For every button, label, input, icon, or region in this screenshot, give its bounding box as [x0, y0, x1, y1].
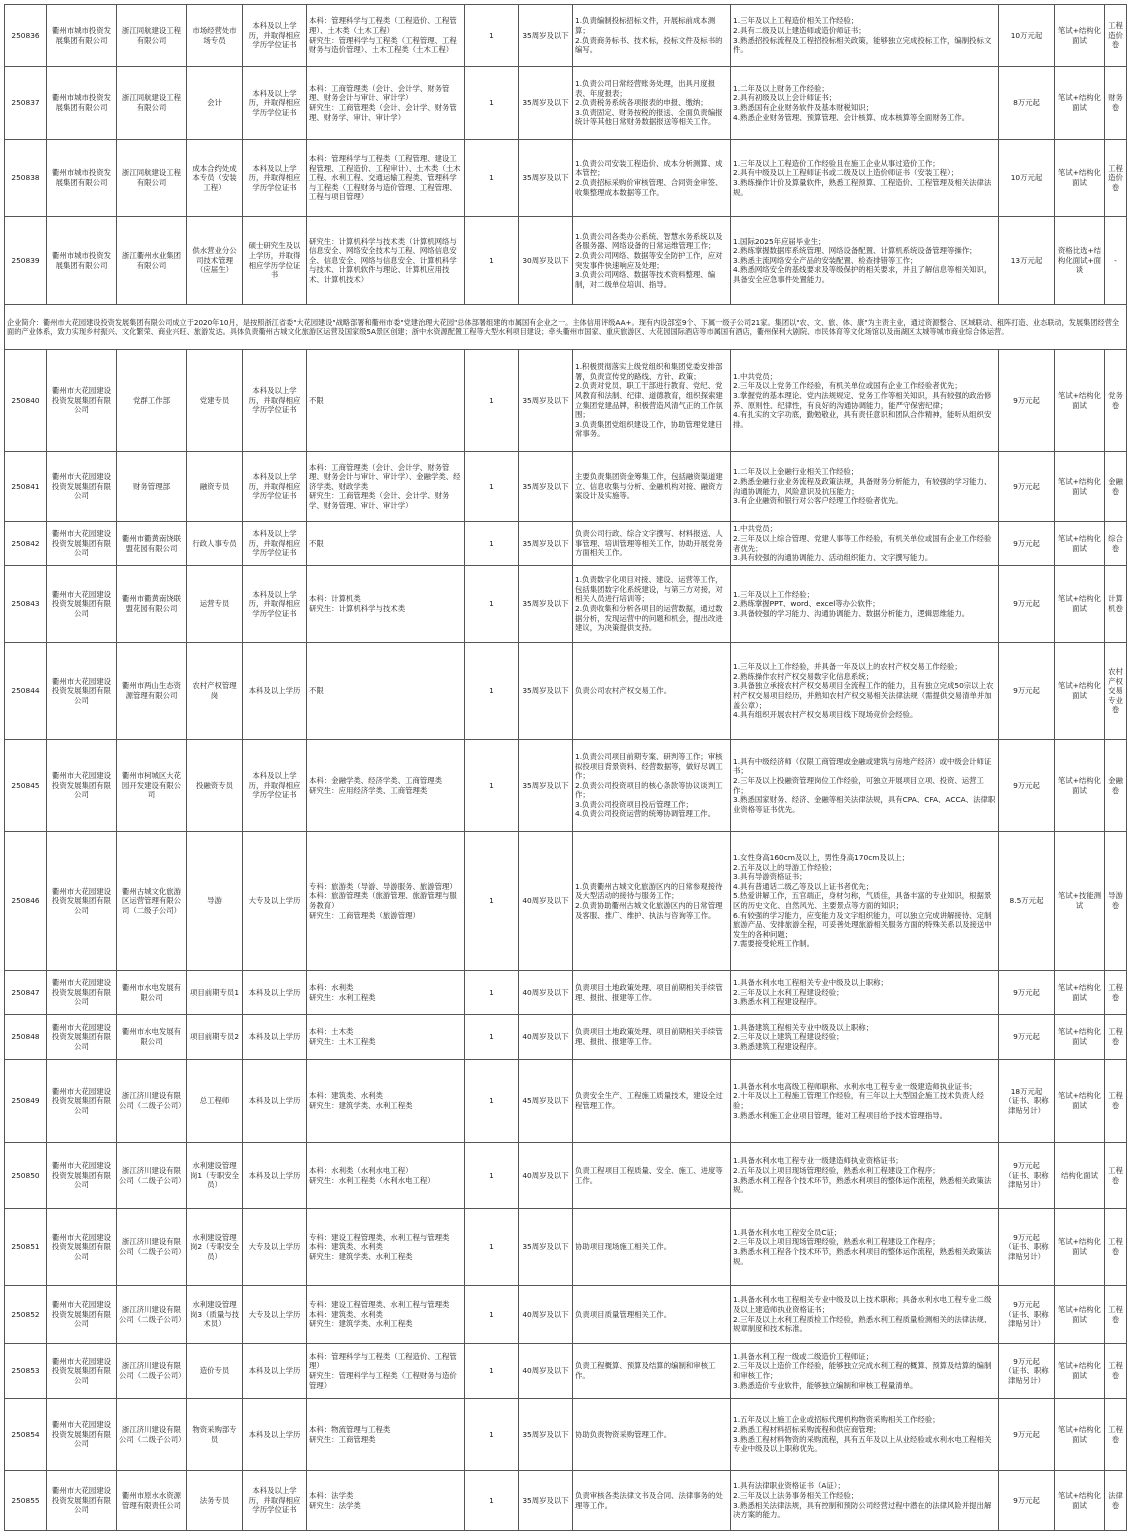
table-row	[5, 67, 1127, 140]
salary: 9万元起	[999, 566, 1055, 643]
exam-paper: 工程卷	[1105, 1344, 1127, 1399]
age-requirement: 35周岁及以下	[519, 140, 573, 217]
job-duty: 负责公司农村产权交易工作。	[573, 643, 731, 740]
job-duty: 负责工程项目工程质量、安全、施工、进度等工作。	[573, 1143, 731, 1209]
company-intro-text: 企业简介：衢州市大花园建设投资发展集团有限公司成立于2020年10月，是按照浙江省委"大花园建设"战略部署和衢州市委"党建治理大花园"总体部署组建的市属国有企业之一。主体信用评级AA+。现有内设部室9个、下属一级子公司21家。集团以"农、文、旅、体、康"为主责主业，通过资源整合、区域联动、租阵打造、业态联动，发展集团经营全面的产业体系，致力实现乡村振兴、文化繁荣、商业兴旺、旅游发达。具体负责衢州古城文化旅游区运营及国家级5A景区创建；浙中水资源配置工程等大型水利项目建设；牵头衢州市国家、重庆旅游区、大花园国际酒店等市属国有酒店，衢州保利大剧院、市民体育等文化场馆以及南湖区太城等城市商业综合体运营。	[5, 305, 1127, 350]
exam-paper: 工程造价卷	[1105, 140, 1127, 217]
other-requirement: 1.具有法律职业资格证书（A证）； 2.三年及以上法务事务相关工作经验； 3.熟悉相关法律法规，具有控制和预防公司经营过程中潜在的法律风险并提出解决方案的能力。	[731, 1471, 999, 1531]
other-requirement: 1.具备水利水电工程专业一级建造师执业资格证书； 2.五年及以上项目现场管理经验，熟悉水利工程建设工作程序； 3.熟悉水利工程各个技术环节，熟悉水利项目的整体运作流程，熟悉相关政策法规。	[731, 1143, 999, 1209]
table-row	[5, 1286, 1127, 1344]
job-duty: 负责项目质量管理相关工作。	[573, 1286, 731, 1344]
hiring-unit: 衢州市两山生态资源管理有限公司	[117, 643, 187, 740]
hiring-unit: 衢州古城文化旅游区运营管理有限公司（二级子公司）	[117, 832, 187, 971]
company-name: 衢州市大花园建设投资发展集团有限公司	[47, 1060, 117, 1143]
table-row	[5, 1344, 1127, 1399]
company-name: 衢州市大花园建设投资发展集团有限公司	[47, 1286, 117, 1344]
other-requirement: 1.三年及以上工程造价相关工作经验； 2.具有二级及以上建造师或造价师证书； 3.熟悉招投标流程及工程招投标相关政策，能够独立完成投标工作，编制投标文件。	[731, 5, 999, 67]
recruit-count: 1	[465, 140, 519, 217]
exam-paper: 工程卷	[1105, 1060, 1127, 1143]
salary: 9万元起 （证书、职称津贴另计）	[999, 1344, 1055, 1399]
salary: 9万元起 （证书、职称津贴另计）	[999, 1209, 1055, 1286]
company-name: 衢州市大花园建设投资发展集团有限公司	[47, 452, 117, 522]
position-name: 造价专员	[187, 1344, 243, 1399]
job-code: 250843	[5, 566, 47, 643]
salary: 9万元起	[999, 740, 1055, 832]
exam-method: 笔试+结构化面试	[1055, 350, 1105, 452]
hiring-unit: 衢州市原水水资源管理有限责任公司	[117, 1471, 187, 1531]
exam-paper: 财务卷	[1105, 67, 1127, 140]
education-requirement: 本科及以上学历，并取得相应学历学位证书	[243, 140, 307, 217]
salary: 9万元起	[999, 452, 1055, 522]
exam-paper: 农村产权交易专业卷	[1105, 643, 1127, 740]
job-duty: 1.负责公司日常经营账务处理，出具月度报表、年度报表； 2.负责税务系统各项报表的申报、缴纳； 3.负责固定、财务按税的报送、全面负责编报统计等其他日常财务数据报送等相关工作。	[573, 67, 731, 140]
department-name: 财务管理部	[117, 452, 187, 522]
other-requirement: 1.具有中级经济师（仅限工商管理或金融或建筑与房地产经济）或中级会计师证书； 2.三年及以上投融资管理岗位工作经验，可独立开展项目立项、投资、运营工作； 3.熟悉国家财务、经济、金融等相关法律法规，具有CPA、CFA、ACCA、法律职业资格等证书优先。	[731, 740, 999, 832]
major-requirement: 本科：物流管理与工程类 研究生：工商管理类	[307, 1399, 465, 1471]
position-name: 会计	[187, 67, 243, 140]
major-requirement: 不限	[307, 643, 465, 740]
age-requirement: 35周岁及以下	[519, 1399, 573, 1471]
age-requirement: 40周岁及以下	[519, 832, 573, 971]
position-name: 行政人事专员	[187, 522, 243, 566]
salary: 9万元起	[999, 1399, 1055, 1471]
other-requirement: 1.中共党员； 2.三年及以上党务工作经验，有机关单位或国有企业工作经验者优先； 3.掌握党的基本理论、党内法规规定、党务工作等相关知识，具有较强的政治修养、原则性、纪律性，有良好的沟通协调能力，能严守保密纪律； 4.有扎实的文字功底，勤勉敬业，具有责任意识和团队合作精神，能听从组织安排。	[731, 350, 999, 452]
recruit-count: 1	[465, 67, 519, 140]
major-requirement: 本科：管理科学与工程类（工程管理、建设工程管理、工程造价、工程审计）、土木类（土木工程、水利工程、交通运输工程类、管理科学与工程类（工程财务与造价管理、工程管理、工程与项目管理）	[307, 140, 465, 217]
recruit-count: 1	[465, 740, 519, 832]
company-name: 衢州市大花园建设投资发展集团有限公司	[47, 350, 117, 452]
education-requirement: 本科及以上学历	[243, 1344, 307, 1399]
position-name: 项目前期专员1	[187, 971, 243, 1015]
recruit-count: 1	[465, 832, 519, 971]
table-row	[5, 1060, 1127, 1143]
other-requirement: 1.三年及以上工程造价工作经验且在施工企业从事过造价工作； 2.具有中级及以上工程师证书或二级及以上造价师证书（安装工程）； 3.熟练操作计价及算量软件，熟悉工程预算、工程造价、工程管理及相关法律法规。	[731, 140, 999, 217]
company-name: 衢州市大花园建设投资发展集团有限公司	[47, 1471, 117, 1531]
table-row	[5, 5, 1127, 67]
major-requirement: 本科：金融学类、经济学类、工商管理类 研究生：应用经济学类、工商管理类	[307, 740, 465, 832]
company-intro-row	[5, 305, 1127, 350]
position-name: 成本合约处成本专员（安装工程）	[187, 140, 243, 217]
table-row	[5, 1399, 1127, 1471]
education-requirement: 本科及以上学历	[243, 1060, 307, 1143]
exam-paper: 导游卷	[1105, 832, 1127, 971]
recruit-count: 1	[465, 971, 519, 1015]
other-requirement: 1.二年及以上金融行业相关工作经验； 2.熟悉金融行业业务流程及政策法规，具备财务分析能力，有较强的学习能力、沟通协调能力，风险意识及抗压能力； 3.有企业融资和银行对公客户经理工作经验者优先。	[731, 452, 999, 522]
salary: 9万元起 （证书、职称津贴另计）	[999, 1143, 1055, 1209]
exam-method: 笔试+结构化面试	[1055, 740, 1105, 832]
other-requirement: 1.中共党员； 2.三年及以上综合管理、党建人事等工作经验，有机关单位或国有企业工作经验者优先； 3.具有较强的沟通协调能力、活动组织能力、文字撰写能力。	[731, 522, 999, 566]
recruit-count: 1	[465, 452, 519, 522]
other-requirement: 1.二年及以上财务工作经验； 2.具有初级及以上会计师证书； 3.熟悉国有企业财务软件及基本财税知识； 4.熟悉企业财务管理、预算管理、会计核算、成本核算等全面财务工作。	[731, 67, 999, 140]
other-requirement: 1.具备水利水电工程相关专业中级及以上职称； 2.三年及以上水利工程建设经验； 3.熟悉水利工程建设程序。	[731, 971, 999, 1015]
job-code: 250840	[5, 350, 47, 452]
major-requirement: 本科：建筑类、水利类 研究生：建筑学类、水利工程类	[307, 1060, 465, 1143]
hiring-unit: 衢州市水电发展有限公司	[117, 1015, 187, 1060]
age-requirement: 40周岁及以下	[519, 1286, 573, 1344]
company-name: 衢州市大花园建设投资发展集团有限公司	[47, 643, 117, 740]
age-requirement: 45周岁及以下	[519, 1060, 573, 1143]
position-name: 总工程师	[187, 1060, 243, 1143]
table-body	[5, 5, 1127, 1531]
recruit-count: 1	[465, 1015, 519, 1060]
education-requirement: 本科及以上学历	[243, 1399, 307, 1471]
company-name: 衢州市大花园建设投资发展集团有限公司	[47, 1143, 117, 1209]
exam-paper: 工程卷	[1105, 1286, 1127, 1344]
major-requirement: 本科：工商管理类（会计、会计学、财务管理、财务会计与审计、审计学）、金融学类、经济学类、财政学类 研究生：工商管理类（会计、会计学、财务学、财务管理、审计、审计学）	[307, 452, 465, 522]
hiring-unit: 浙江济川建设有限公司（二级子公司）	[117, 1399, 187, 1471]
major-requirement: 本科：水利类 研究生：水利工程类	[307, 971, 465, 1015]
education-requirement: 本科及以上学历	[243, 1143, 307, 1209]
job-code: 250839	[5, 217, 47, 305]
exam-method: 笔试+结构化面试	[1055, 522, 1105, 566]
recruit-count: 1	[465, 1060, 519, 1143]
exam-method: 笔试+结构化面试	[1055, 643, 1105, 740]
company-name: 衢州市城市投资发展集团有限公司	[47, 67, 117, 140]
exam-method: 笔试+结构化面试	[1055, 452, 1105, 522]
exam-method: 资格比选+结构化面试+面谈	[1055, 217, 1105, 305]
major-requirement: 专科：旅游类（导游、导游服务、旅游管理） 本科：旅游管理类（旅游管理、旅游管理与服务教育） 研究生：工商管理类（旅游管理）	[307, 832, 465, 971]
exam-method: 笔试+技能测试	[1055, 832, 1105, 971]
exam-method: 笔试+结构化面试	[1055, 1471, 1105, 1531]
job-code: 250836	[5, 5, 47, 67]
age-requirement: 35周岁及以下	[519, 643, 573, 740]
job-code: 250849	[5, 1060, 47, 1143]
age-requirement: 35周岁及以下	[519, 522, 573, 566]
hiring-unit: 浙江同航建设工程有限公司	[117, 140, 187, 217]
position-name: 投融资专员	[187, 740, 243, 832]
hiring-unit: 浙江济川建设有限公司（二级子公司）	[117, 1209, 187, 1286]
education-requirement: 硕士研究生及以上学历，并取得相应学历学位证书	[243, 217, 307, 305]
hiring-unit: 衢州市衢黄南饶联盟花园有限公司	[117, 522, 187, 566]
job-duty: 负责安全生产、工程施工质量技术，建设全过程管理工作。	[573, 1060, 731, 1143]
company-name: 衢州市大花园建设投资发展集团有限公司	[47, 1015, 117, 1060]
hiring-unit: 浙江济川建设有限公司（二级子公司）	[117, 1286, 187, 1344]
salary: 13万元起	[999, 217, 1055, 305]
table-row	[5, 1143, 1127, 1209]
exam-paper: 工程卷	[1105, 971, 1127, 1015]
major-requirement: 专科：建设工程管理类、水利工程与管理类 本科：建筑类、水利类 研究生：建筑学类、水利工程类	[307, 1209, 465, 1286]
job-duty: 1.积极贯彻落实上级党组织和集团党委安排部署，负责宣传党的路线、方针、政策； 2.负责对党员、职工干部进行教育、党纪、党风教育和法制、纪律、道德教育，组织探索建立集团党建品牌，积极营造风清气正的工作氛围； 3.负责集团党组织建设工作，协助管理党建日常事务。	[573, 350, 731, 452]
salary: 10万元起	[999, 140, 1055, 217]
salary: 9万元起 （证书、职称津贴另计）	[999, 1286, 1055, 1344]
table-row	[5, 566, 1127, 643]
exam-method: 笔试+结构化面试	[1055, 1015, 1105, 1060]
major-requirement: 本科：工商管理类（会计、会计学、财务管理、财务会计与审计、审计学） 研究生：工商管理类（会计、会计学、财务管理、财务学、审计、审计学）	[307, 67, 465, 140]
job-duty: 1.负责公司安装工程造价、成本分析测算、成本管控； 2.负责招标采购价审核管理、合同资金审签、收集整理成本数据等工作。	[573, 140, 731, 217]
age-requirement: 35周岁及以下	[519, 566, 573, 643]
hiring-unit: 衢州市水电发展有限公司	[117, 971, 187, 1015]
recruit-count: 1	[465, 566, 519, 643]
salary: 8万元起	[999, 67, 1055, 140]
job-code: 250850	[5, 1143, 47, 1209]
job-duty: 负责公司行政、综合文字撰写、材料报送、人事管理、培训管理等相关工作，协助开展党务方面相关工作。	[573, 522, 731, 566]
job-code: 250841	[5, 452, 47, 522]
company-name: 衢州市大花园建设投资发展集团有限公司	[47, 1344, 117, 1399]
company-name: 衢州市大花园建设投资发展集团有限公司	[47, 566, 117, 643]
table-row	[5, 1209, 1127, 1286]
job-code: 250851	[5, 1209, 47, 1286]
exam-paper: 工程卷	[1105, 1399, 1127, 1471]
recruit-count: 1	[465, 5, 519, 67]
table-row	[5, 140, 1127, 217]
major-requirement: 本科：土木类 研究生：土木工程类	[307, 1015, 465, 1060]
major-requirement: 研究生：计算机科学与技术类（计算机网络与信息安全、网络安全技术与工程、网络信息安全、信息安全、网络与信息安全、计算机科学与技术、计算机软件与理论、计算机应用技术、计算机技术）	[307, 217, 465, 305]
position-name: 农村产权管理岗	[187, 643, 243, 740]
job-duty: 协助负责物资采购管理工作。	[573, 1399, 731, 1471]
age-requirement: 35周岁及以下	[519, 350, 573, 452]
job-duty: 负责项目土地政策处理、项目前期相关手续管理、报批、报建等工作。	[573, 971, 731, 1015]
position-name: 供水营业分公司技术管理（应届生）	[187, 217, 243, 305]
exam-paper: 工程卷	[1105, 1143, 1127, 1209]
major-requirement: 本科：管理科学与工程类（工程造价、工程管理） 研究生：管理科学与工程类（工程财务与造价管理）	[307, 1344, 465, 1399]
salary: 9万元起	[999, 1015, 1055, 1060]
salary: 9万元起	[999, 350, 1055, 452]
major-requirement: 本科：法学类 研究生：法学类	[307, 1471, 465, 1531]
recruit-count: 1	[465, 1286, 519, 1344]
other-requirement: 1.三年及以上工作经验； 2.熟练掌握PPT、word、excel等办公软件； 3.具备较强的学习能力、沟通协调能力、数据分析能力，逻辑思维能力。	[731, 566, 999, 643]
company-name: 衢州市城市投资发展集团有限公司	[47, 140, 117, 217]
exam-paper: 工程卷	[1105, 1209, 1127, 1286]
company-name: 衢州市城市投资发展集团有限公司	[47, 217, 117, 305]
major-requirement: 专科：建设工程管理类、水利工程与管理类 本科：建筑类、水利类 研究生：建筑学类、水利工程类	[307, 1286, 465, 1344]
recruit-count: 1	[465, 1209, 519, 1286]
position-name: 融资专员	[187, 452, 243, 522]
exam-method: 笔试+结构化面试	[1055, 1344, 1105, 1399]
education-requirement: 本科及以上学历，并取得相应学历学位证书	[243, 566, 307, 643]
position-name: 市场经营处市场专员	[187, 5, 243, 67]
hiring-unit: 浙江同航建设工程有限公司	[117, 67, 187, 140]
job-duty: 1.负责衢州古城文化旅游区内的日常参观接待及大型活动的接待与服务工作； 2.负责协助衢州古城文化旅游区内的日常管理及客服、推广、维护、执法与咨询等工作。	[573, 832, 731, 971]
age-requirement: 40周岁及以下	[519, 971, 573, 1015]
education-requirement: 本科及以上学历，并取得相应学历学位证书	[243, 1471, 307, 1531]
recruitment-table	[4, 4, 1127, 1531]
age-requirement: 35周岁及以下	[519, 1471, 573, 1531]
age-requirement: 35周岁及以下	[519, 5, 573, 67]
education-requirement: 本科及以上学历，并取得相应学历学位证书	[243, 5, 307, 67]
recruit-count: 1	[465, 1399, 519, 1471]
company-name: 衢州市大花园建设投资发展集团有限公司	[47, 1399, 117, 1471]
position-name: 水利建设管理岗2（专职安全员）	[187, 1209, 243, 1286]
company-name: 衢州市大花园建设投资发展集团有限公司	[47, 832, 117, 971]
job-code: 250846	[5, 832, 47, 971]
exam-paper: 工程造价卷	[1105, 5, 1127, 67]
major-requirement: 本科：计算机类 研究生：计算机科学与技术类	[307, 566, 465, 643]
position-name: 物资采购部专员	[187, 1399, 243, 1471]
other-requirement: 1.具备水利水电工程安全员C证； 2.三年及以上项目现场管理经验，熟悉水利工程建设工作程序； 3.熟悉水利工程各个技术环节，熟悉水利项目的整体运作流程，熟悉相关政策法规。	[731, 1209, 999, 1286]
other-requirement: 1.三年及以上工作经验，并具备一年及以上的农村产权交易工作经验； 2.熟练操作农村产权交易数字化信息系统； 3.具备独立承接农村产权交易项目全流程工作的能力，且有独立完成50宗以上农村产权交易项目经历，并熟知农村产权交易相关法律法规（需提供交易清单并加盖公章）； 4.具有组织开展农村产权交易项目线下现场竞价会经验。	[731, 643, 999, 740]
job-duty: 负责审核各类法律文书及合同、法律事务的处理等工作。	[573, 1471, 731, 1531]
recruit-count: 1	[465, 350, 519, 452]
job-code: 250855	[5, 1471, 47, 1531]
education-requirement: 本科及以上学历，并取得相应学历学位证书	[243, 452, 307, 522]
hiring-unit: 衢州市衢黄南饶联盟花园有限公司	[117, 566, 187, 643]
age-requirement: 40周岁及以下	[519, 1344, 573, 1399]
hiring-unit: 浙江济川建设有限公司（二级子公司）	[117, 1060, 187, 1143]
job-duty: 1.负责公司各类办公系统、智慧水务系统以及各服务器、网络设备的日常运维管理工作； 2.负责公司网络、数据等安全防护工作，应对突发事件快速响应及处理； 3.负责公司网络、数据等技术资料整理、编制，对二级单位培训、指导。	[573, 217, 731, 305]
table-row	[5, 452, 1127, 522]
exam-method: 笔试+结构化面试	[1055, 971, 1105, 1015]
position-name: 导游	[187, 832, 243, 971]
age-requirement: 40周岁及以下	[519, 1143, 573, 1209]
job-code: 250844	[5, 643, 47, 740]
salary: 8.5万元起	[999, 832, 1055, 971]
company-name: 衢州市城市投资发展集团有限公司	[47, 5, 117, 67]
other-requirement: 1.五年及以上施工企业或招标代理机构物资采购相关工作经验； 2.熟悉工程材料招标采购流程和供应商管理； 3.熟悉工程材料物资的采购流程，具有五年及以上从业经验或水利水电工程相关专业中级及以上职称优先。	[731, 1399, 999, 1471]
hiring-unit: 浙江衢州水业集团有限公司	[117, 217, 187, 305]
salary: 9万元起	[999, 522, 1055, 566]
age-requirement: 35周岁及以下	[519, 452, 573, 522]
age-requirement: 35周岁及以下	[519, 1209, 573, 1286]
exam-method: 笔试+结构化面试	[1055, 1060, 1105, 1143]
exam-method: 笔试+结构化面试	[1055, 140, 1105, 217]
recruit-count: 1	[465, 522, 519, 566]
other-requirement: 1.具备水利工程一级或二级造价工程师证； 2.三年及以上造价工作经验，能够独立完成水利工程的概算、预算及结算的编制和审核工作； 3.熟悉造价专业软件，能够独立编制和审核工程量清单。	[731, 1344, 999, 1399]
salary: 9万元起	[999, 643, 1055, 740]
recruit-count: 1	[465, 1143, 519, 1209]
job-code: 250842	[5, 522, 47, 566]
position-name: 水利建设管理岗1（专职安全员）	[187, 1143, 243, 1209]
age-requirement: 40周岁及以下	[519, 1015, 573, 1060]
recruit-count: 1	[465, 1471, 519, 1531]
exam-paper: 党务卷	[1105, 350, 1127, 452]
exam-paper: 计算机卷	[1105, 566, 1127, 643]
exam-paper: 金融卷	[1105, 452, 1127, 522]
department-name: 党群工作部	[117, 350, 187, 452]
salary: 10万元起	[999, 5, 1055, 67]
other-requirement: 1.国际2025年应届毕业生； 2.熟练掌握数据库系统管理、网络设备配置、计算机系统设备管理等操作； 3.熟悉主流网络安全产品的安装配置、检查排错等工作； 4.熟悉网络安全的基线要求及等级保护的相关要求，并且了解信息等相关知识，具备安全应急事件处置能力。	[731, 217, 999, 305]
education-requirement: 本科及以上学历，并取得相应学历学位证书	[243, 67, 307, 140]
table-row	[5, 1015, 1127, 1060]
salary: 18万元起 （证书、职称津贴另计）	[999, 1060, 1055, 1143]
education-requirement: 本科及以上学历，并取得相应学历学位证书	[243, 740, 307, 832]
exam-paper: -	[1105, 217, 1127, 305]
major-requirement: 本科：水利类（水利水电工程） 研究生：水利工程类（水利水电工程）	[307, 1143, 465, 1209]
exam-paper: 法律卷	[1105, 1471, 1127, 1531]
hiring-unit: 衢州市柯城区大花园开发建设有限公司	[117, 740, 187, 832]
exam-paper: 综合卷	[1105, 522, 1127, 566]
table-row	[5, 522, 1127, 566]
table-row	[5, 1471, 1127, 1531]
job-code: 250837	[5, 67, 47, 140]
position-name: 运营专员	[187, 566, 243, 643]
salary: 9万元起	[999, 1471, 1055, 1531]
other-requirement: 1.具备水利水电工程相关专业中级及以上技术职称；具备水利水电工程专业二级及以上建造师执业资格证书； 2.三年及以上水利工程质检工作经验，熟悉水利工程质量检测相关的法律法规、规章制度和技术标准。	[731, 1286, 999, 1344]
education-requirement: 大专及以上学历	[243, 832, 307, 971]
job-duty: 1.负责编制投标招标文件，开展标前成本测算； 2.负责商务标书、技术标，投标文件及标书的编写。	[573, 5, 731, 67]
position-name: 项目前期专员2	[187, 1015, 243, 1060]
education-requirement: 本科及以上学历，并取得相应学历学位证书	[243, 350, 307, 452]
education-requirement: 大专及以上学历	[243, 1286, 307, 1344]
exam-paper: 金融卷	[1105, 740, 1127, 832]
job-code: 250853	[5, 1344, 47, 1399]
table-row	[5, 832, 1127, 971]
job-duty: 1.负责公司项目前期专案、研判等工作；审核拟投项目背景资料、经营数据等，做好尽调工作； 2.负责公司投资项目的核心条款等协议谈判工作； 3.负责公司投资项目投后管理工作； 4.负责公司投资运营的统筹协调管理工作。	[573, 740, 731, 832]
job-code: 250838	[5, 140, 47, 217]
job-duty: 负责工程概算、预算及结算的编制和审核工作。	[573, 1344, 731, 1399]
job-code: 250845	[5, 740, 47, 832]
job-code: 250854	[5, 1399, 47, 1471]
other-requirement: 1.具备水利水电高级工程师职称、水利水电工程专业一级建造师执业证书； 2.十年及以上工程施工管理工作经验，有三年以上大型国企施工技术负责人经验； 3.熟悉水利施工企业项目管理，能对工程项目给予技术管理指导。	[731, 1060, 999, 1143]
age-requirement: 35周岁及以下	[519, 740, 573, 832]
age-requirement: 30周岁及以下	[519, 217, 573, 305]
exam-method: 结构化面试	[1055, 1143, 1105, 1209]
hiring-unit: 浙江济川建设有限公司（二级子公司）	[117, 1344, 187, 1399]
job-code: 250852	[5, 1286, 47, 1344]
job-duty: 协助项目现场施工相关工作。	[573, 1209, 731, 1286]
job-duty: 负责项目土地政策处理、项目前期相关手续管理、报批、报建等工作。	[573, 1015, 731, 1060]
exam-method: 笔试+结构化面试	[1055, 1286, 1105, 1344]
exam-method: 笔试+结构化面试	[1055, 5, 1105, 67]
education-requirement: 大专及以上学历	[243, 1209, 307, 1286]
other-requirement: 1.具备建筑工程相关专业中级及以上职称； 2.三年及以上建筑工程建设经验； 3.熟悉建筑工程建设程序。	[731, 1015, 999, 1060]
hiring-unit: 浙江同航建设工程有限公司	[117, 5, 187, 67]
major-requirement: 不限	[307, 522, 465, 566]
job-code: 250848	[5, 1015, 47, 1060]
recruit-count: 1	[465, 217, 519, 305]
table-row	[5, 740, 1127, 832]
exam-method: 笔试+结构化面试	[1055, 1399, 1105, 1471]
hiring-unit: 浙江济川建设有限公司（二级子公司）	[117, 1143, 187, 1209]
company-name: 衢州市大花园建设投资发展集团有限公司	[47, 971, 117, 1015]
company-name: 衢州市大花园建设投资发展集团有限公司	[47, 740, 117, 832]
position-name: 水利建设管理岗3（质量与技术员）	[187, 1286, 243, 1344]
exam-method: 笔试+结构化面试	[1055, 1209, 1105, 1286]
education-requirement: 本科及以上学历	[243, 971, 307, 1015]
age-requirement: 35周岁及以下	[519, 67, 573, 140]
job-code: 250847	[5, 971, 47, 1015]
table-row	[5, 971, 1127, 1015]
table-row	[5, 217, 1127, 305]
job-duty: 主要负责集团资金筹集工作，包括融资渠道建立、信息收集与分析、金融机构对接、融资方案设计及实施等。	[573, 452, 731, 522]
company-name: 衢州市大花园建设投资发展集团有限公司	[47, 522, 117, 566]
major-requirement: 本科：管理科学与工程类（工程造价、工程管理）、土木类（土木工程） 研究生：管理科学与工程类（工程管理、工程财务与造价管理）、土木工程类（土木工程）	[307, 5, 465, 67]
other-requirement: 1.女性身高160cm及以上，男性身高170cm及以上； 2.五年及以上的导游工作经验； 3.具有导游资格证书； 4.具有普通话二级乙等及以上证书者优先； 5.热爱讲解工作，五官端正，身材匀称，气质佳，具备丰富的专业知识，根据景区的历史文化、自然风光、主要景点等方面的知识； 6.有较强的学习能力，应变能力及文字组织能力，可以独立完成讲解接待、定制旅游产品、安排旅游全程，可妥善处理旅游相关服务方面的特殊关系以及接送中发生的各种问题； 7.需要接受轮班工作制。	[731, 832, 999, 971]
table-row	[5, 350, 1127, 452]
education-requirement: 本科及以上学历，并取得相应学历学位证书	[243, 522, 307, 566]
job-duty: 1.负责数字化项目对接、建设、运营等工作，包括集团数字化系统建设，与第三方对接，对相关人员进行培训等； 2.负责收集和分析各项目的运营数据，通过数据分析，发现运营中的问题和机会，提出改进建议，为决策提供支持。	[573, 566, 731, 643]
exam-paper: 工程卷	[1105, 1015, 1127, 1060]
salary: 9万元起	[999, 971, 1055, 1015]
position-name: 党建专员	[187, 350, 243, 452]
position-name: 法务专员	[187, 1471, 243, 1531]
table-row	[5, 643, 1127, 740]
recruit-count: 1	[465, 1344, 519, 1399]
exam-method: 笔试+结构化面试	[1055, 566, 1105, 643]
education-requirement: 本科及以上学历	[243, 1015, 307, 1060]
company-name: 衢州市大花园建设投资发展集团有限公司	[47, 1209, 117, 1286]
recruit-count: 1	[465, 643, 519, 740]
major-requirement: 不限	[307, 350, 465, 452]
exam-method: 笔试+结构化面试	[1055, 67, 1105, 140]
education-requirement: 本科及以上学历	[243, 643, 307, 740]
